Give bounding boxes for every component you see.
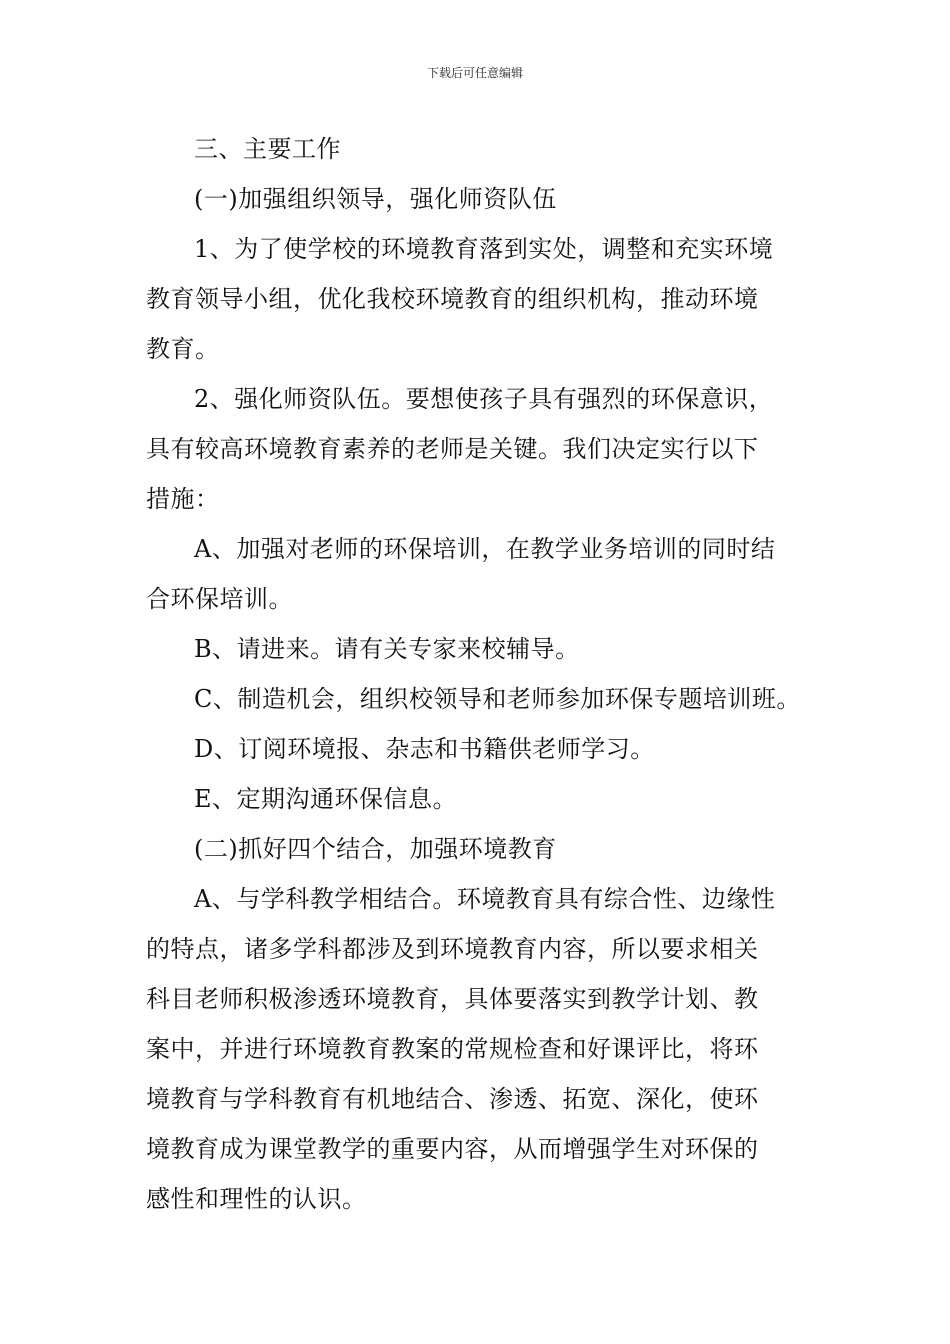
subsection-heading: (一)加强组织领导，强化师资队伍 (194, 185, 557, 213)
paragraph-line: 教育领导小组，优化我校环境教育的组织机构，推动环境 (146, 285, 759, 313)
subsection-heading: (二)抓好四个结合，加强环境教育 (194, 835, 557, 863)
paragraph-line: 具有较高环境教育素养的老师是关键。我们决定实行以下 (146, 435, 759, 463)
list-item-line: 合环保培训。 (146, 585, 293, 613)
paragraph-line: 措施： (146, 485, 220, 513)
paragraph-line: 感性和理性的认识。 (146, 1185, 367, 1213)
paragraph-line: 境教育成为课堂教学的重要内容，从而增强学生对环保的 (146, 1135, 759, 1163)
paragraph-line: 1、为了使学校的环境教育落到实处，调整和充实环境 (194, 235, 774, 263)
paragraph-line: 的特点，诸多学科都涉及到环境教育内容，所以要求相关 (146, 935, 759, 963)
paragraph-line: 境教育与学科教育有机地结合、渗透、拓宽、深化，使环 (146, 1085, 759, 1113)
document-body (146, 124, 810, 1224)
page-header: 下载后可任意编辑 (426, 66, 523, 80)
list-item-line: E、定期沟通环保信息。 (194, 785, 458, 813)
list-item-line: D、订阅环境报、杂志和书籍供老师学习。 (194, 735, 655, 763)
paragraph-line: 教育。 (146, 335, 220, 363)
paragraph-line: 科目老师积极渗透环境教育，具体要落实到教学计划、教 (146, 985, 759, 1013)
section-heading: 三、主要工作 (194, 135, 341, 163)
list-item-line: A、加强对老师的环保培训，在教学业务培训的同时结 (194, 535, 776, 563)
list-item-line: B、请进来。请有关专家来校辅导。 (194, 635, 580, 663)
paragraph-line: 2、强化师资队伍。要想使孩子具有强烈的环保意识， (194, 385, 774, 413)
paragraph-line: A、与学科教学相结合。环境教育具有综合性、边缘性 (194, 885, 776, 913)
list-item-line: C、制造机会，组织校领导和老师参加环保专题培训班。 (194, 685, 801, 713)
paragraph-line: 案中，并进行环境教育教案的常规检查和好课评比，将环 (146, 1035, 759, 1063)
